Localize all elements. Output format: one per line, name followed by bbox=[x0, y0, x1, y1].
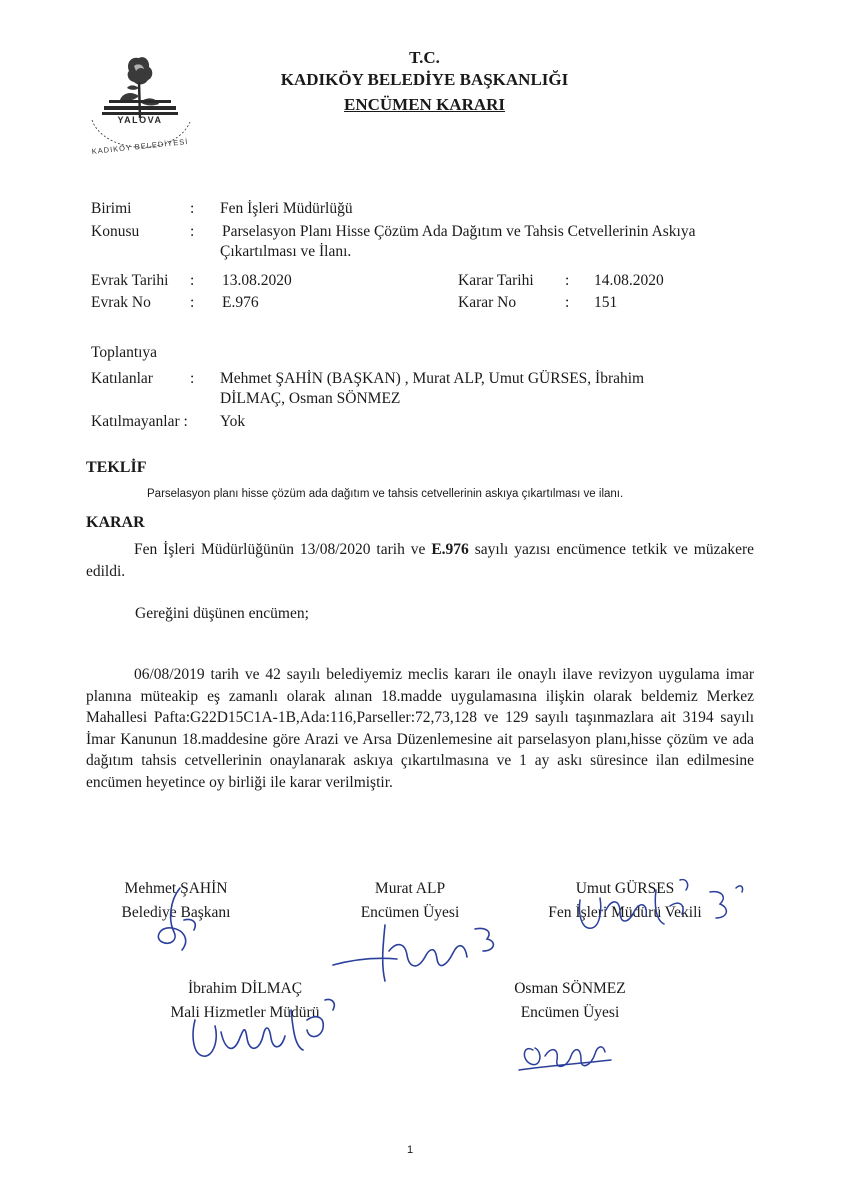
signature-2-handwritten bbox=[325, 915, 505, 990]
signature-2-name: Murat ALP bbox=[374, 880, 446, 897]
karar-no-colon: : bbox=[565, 294, 570, 311]
signature-4-title: Mali Hizmetler Müdürü bbox=[170, 1004, 320, 1021]
evrak-tarihi-label: Evrak Tarihi bbox=[91, 272, 169, 289]
karar-tarihi-colon: : bbox=[565, 272, 570, 289]
signature-1-title: Belediye Başkanı bbox=[121, 904, 231, 921]
toplantiya-label: Toplantıya bbox=[91, 344, 158, 361]
birimi-label: Birimi bbox=[91, 200, 132, 217]
konusu-value-line1: Parselasyon Planı Hisse Çözüm Ada Dağıtım ve Tahsis Cetvellerinin Askıya bbox=[222, 223, 696, 240]
signature-1-name: Mehmet ŞAHİN bbox=[124, 880, 228, 897]
katilanlar-value-line1: Mehmet ŞAHİN (BAŞKAN) , Murat ALP, Umut GÜRSES, İbrahim bbox=[220, 370, 645, 387]
karar-no-label: Karar No bbox=[458, 294, 517, 311]
signature-1-handwritten bbox=[140, 880, 230, 960]
katilanlar-label: Katılanlar bbox=[91, 370, 153, 387]
karar-p1-after: sayılı yazısı encümence tetkik ve müzakere edildi. bbox=[86, 541, 755, 580]
signature-3-name: Umut GÜRSES bbox=[575, 880, 675, 897]
birimi-colon: : bbox=[190, 200, 195, 217]
signature-5-title: Encümen Üyesi bbox=[520, 1004, 620, 1021]
header-municipality: KADIKÖY BELEDİYE BAŞKANLIĞI bbox=[280, 70, 569, 89]
katilmayanlar-value: Yok bbox=[220, 413, 246, 430]
karar-paragraph-3: 06/08/2019 tarih ve 42 sayılı belediyemiz meclis kararı ile onaylı ilave revizyon uygulama imar planına müteakip eş zamanlı olarak alınan 18.madde uygulamasına ilişkin olarak beldemiz Merkez Mahallesi Pafta:G22D15C1A-1B,Ada:116,Parseller:72,73,128 ve 129 sayılı taşınmazlara ait 3194 sayılı İmar Kanunun 18.maddesine göre Arazi ve Arsa Düzenlemesine ait parselasyon planı,hisse çözüm ve ada dağıtım tahsis cetvellerinin onaylanarak askıya çıkartılmasına ve 1 ay askı süresince ilan edilmesine encümen heyetince oy birliği ile karar verilmiştir. bbox=[86, 666, 754, 791]
signature-5-name: Osman SÖNMEZ bbox=[514, 980, 626, 997]
logo-top-text: YALOVA bbox=[117, 115, 163, 125]
evrak-tarihi-value: 13.08.2020 bbox=[222, 272, 292, 289]
konusu-label: Konusu bbox=[91, 223, 140, 240]
signature-3-title: Fen İşleri Müdürü Vekili bbox=[548, 904, 702, 921]
signature-5-handwritten bbox=[515, 1030, 615, 1080]
evrak-no-label: Evrak No bbox=[91, 294, 151, 311]
header-document-type: ENCÜMEN KARARI bbox=[343, 95, 506, 114]
teklif-text: Parselasyon planı hisse çözüm ada dağıtım ve tahsis cetvellerinin askıya çıkartılması ve ilanı. bbox=[147, 488, 624, 500]
header-tc: T.C. bbox=[409, 48, 440, 67]
karar-p1-before: Fen İşleri Müdürlüğünün 13/08/2020 tarih ve bbox=[134, 541, 432, 558]
konusu-value-line2: Çıkartılması ve İlanı. bbox=[220, 243, 352, 260]
konusu-colon: : bbox=[190, 223, 195, 240]
katilanlar-colon: : bbox=[190, 370, 195, 387]
evrak-no-colon: : bbox=[190, 294, 195, 311]
signature-3-handwritten bbox=[560, 870, 750, 950]
karar-tarihi-value: 14.08.2020 bbox=[594, 272, 664, 289]
karar-p1-document-no: E.976 bbox=[431, 541, 469, 558]
teklif-heading: TEKLİF bbox=[86, 459, 147, 476]
katilanlar-value-line2: DİLMAÇ, Osman SÖNMEZ bbox=[220, 390, 401, 407]
karar-tarihi-label: Karar Tarihi bbox=[458, 272, 534, 289]
signature-4-name: İbrahim DİLMAÇ bbox=[187, 980, 303, 997]
logo-arc-text: KADIKÖY BELEDİYESİ bbox=[91, 136, 189, 157]
karar-no-value: 151 bbox=[594, 294, 618, 311]
karar-heading: KARAR bbox=[86, 514, 145, 531]
katilmayanlar-label: Katılmayanlar : bbox=[91, 413, 188, 430]
signature-4-handwritten bbox=[175, 980, 345, 1070]
page-number: 1 bbox=[406, 1144, 414, 1156]
karar-paragraph-2: Gereğini düşünen encümen; bbox=[135, 605, 309, 622]
birimi-value: Fen İşleri Müdürlüğü bbox=[220, 200, 353, 217]
karar-paragraph-1 bbox=[86, 539, 754, 582]
evrak-tarihi-colon: : bbox=[190, 272, 195, 289]
signature-2-title: Encümen Üyesi bbox=[360, 904, 460, 921]
evrak-no-value: E.976 bbox=[222, 294, 259, 311]
